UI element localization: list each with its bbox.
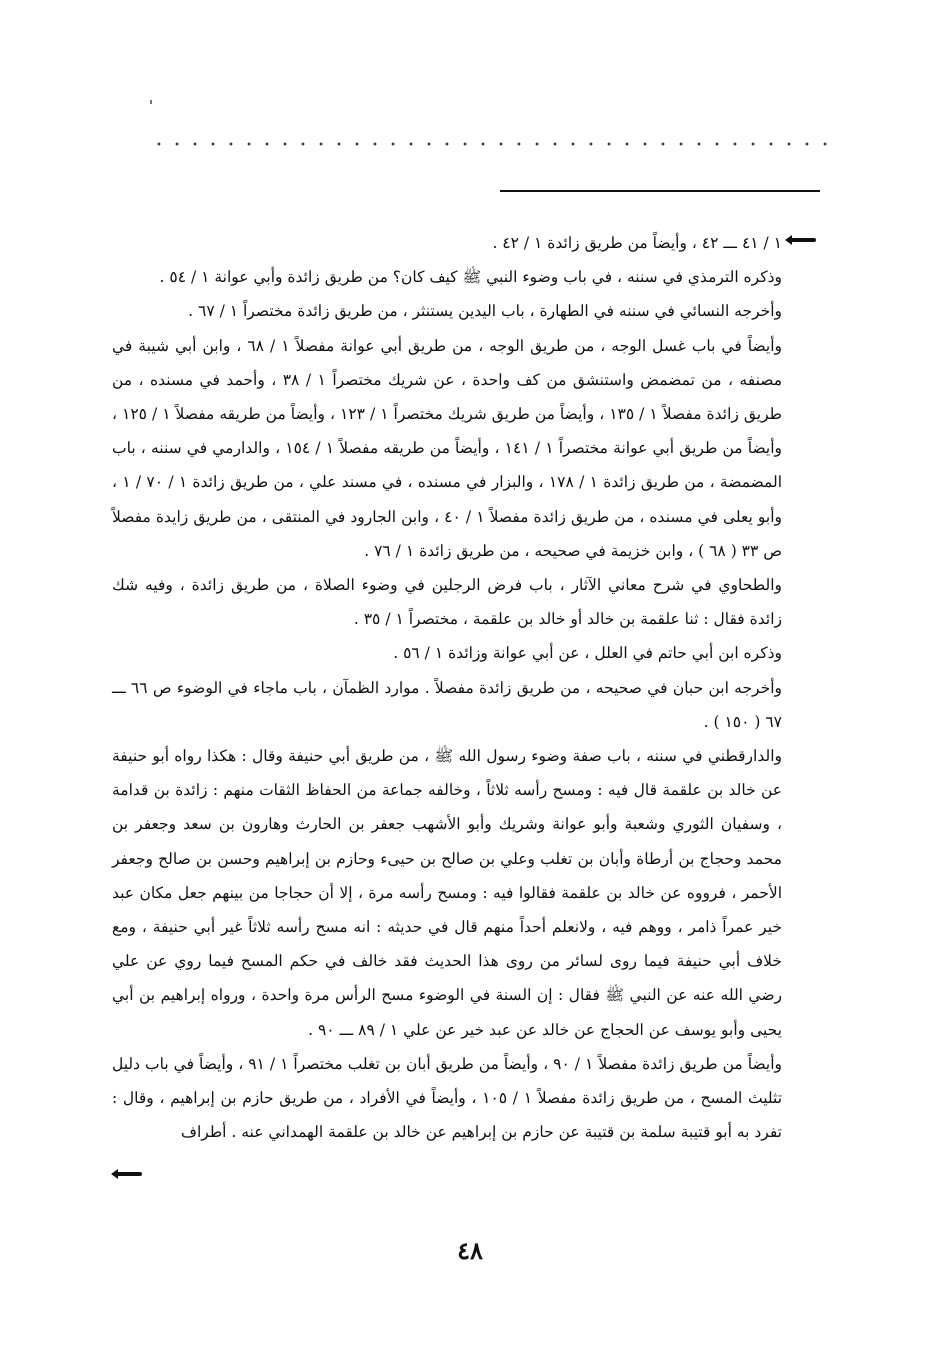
- footnote-rule: [500, 190, 820, 192]
- footnote-paragraph: وأيضاً في باب غسل الوجه ، من طريق الوجه ، من طريق أبي عوانة مفصلاً ١ / ٦٨ ، وابن أبي شيبة في مصنفه ، من تمضمض واستنشق من كف واحدة ، عن شريك مختصراً ١ / ٣٨ ، وأحمد في مسنده ، من طريق زائدة مفصلاً ١ / ١٣٥ ، وأيضاً من طريق شريك مختصراً ١ / ١٢٣ ، وأيضاً من طريقه مفصلاً ١ / ١٢٥ ، وأيضاً من طريق أبي عوانة مختصراً ١ / ١٤١ ، وأيضاً من طريقه مفصلاً ١ / ١٥٤ ، والدارمي في سننه ، باب المضمضة ، من طريق زائدة ١ / ١٧٨ ، والبزار في مسنده ، في مسند علي ، من طريق زائدة ١ / ٧٠ / ١ ، وأبو يعلى في مسنده ، من طريق زائدة مفصلاً ١ / ٤٠ ، وابن الجارود في المنتقى ، من طريق زايدة مفصلاً ص ٣٣ ( ٦٨ ) ، وابن خزيمة في صحيحه ، من طريق زائدة ١ / ٧٦ .: [112, 336, 783, 560]
- dotted-separator: [150, 140, 830, 148]
- footnote-paragraph: والطحاوي في شرح معاني الآثار ، باب فرض الرجلين في وضوء الصلاة ، من طريق زائدة ، وفيه شك زائدة فقال : ثنا علقمة بن خالد أو خالد بن علقمة ، مختصراً ١ / ٣٥ .: [112, 576, 782, 629]
- continuation-arrow-icon: [790, 238, 816, 242]
- footnote-paragraph: ١ / ٤١ ـــ ٤٢ ، وأيضاً من طريق زائدة ١ / ٤٢ .: [492, 234, 782, 252]
- page-number: ٤٨: [457, 1236, 483, 1265]
- footnote-paragraph: وأخرجه ابن حبان في صحيحه ، من طريق زائدة مفصلاً . موارد الظمآن ، باب ماجاء في الوضوء ص ٦٦ ـــ ٦٧ ( ١٥٠ ) .: [112, 678, 782, 731]
- footnote-paragraph: والدارقطني في سننه ، باب صفة وضوء رسول الله ﷺ ، من طريق أبي حنيفة وقال : هكذا رواه أبو حنيفة عن خالد بن علقمة قال فيه : ومسح رأسه ثلاثاً ، وخالفه جماعة من الحفاظ الثقات منهم : زائدة بن قدامة ، وسفيان الثوري وشعبة وأبو عوانة وشريك وأبو الأشهب جعفر بن الحارث وهارون بن سعد وجعفر بن محمد وحجاج بن أرطاة وأبان بن تغلب وعلي بن صالح بن حيىء وحازم بن إبراهيم وحسن بن صالح وجعفر الأحمر ، فرووه عن خالد بن علقمة فقالوا فيه : ومسح رأسه مرة ، إلا أن حجاجا من بينهم جعل مكان عبد خير عمراً ذامر ، ووهم فيه ، ولانعلم أحداً منهم قال في حديثه : انه مسح رأسه ثلاثاً غير أبي حنيفة ، ومع خلاف أبي حنيفة فيما روى لسائر من روى هذا الحديث فقد خالف في حكم المسح فيما روي عن علي رضي الله عنه عن النبي ﷺ فقال : إن السنة في الوضوء مسح الرأس مرة واحدة ، ورواه إبراهيم بن أبي يحيى وأبو يوسف عن الحجاج عن خالد عن عبد خير عن علي ١ / ٨٩ ـــ ٩٠ .: [112, 747, 782, 1039]
- ink-speck: [150, 100, 152, 104]
- footnote-paragraph: وأخرجه النسائي في سننه في الطهارة ، باب اليدين يستنثر ، من طريق زائدة مختصراً ١ / ٦٧ .: [188, 302, 782, 321]
- footnote-paragraph: وأيضاً من طريق زائدة مفصلاً ١ / ٩٠ ، وأيضاً من طريق أبان بن تغلب مختصراً ١ / ٩١ ، وأيضاً في باب دليل تثليث المسح ، من طريق زائدة مفصلاً ١ / ١٠٥ ، وأيضاً في الأفراد ، من طريق حازم بن إبراهيم ، وقال : تفرد به أبو قتيبة سلمة بن قتيبة عن حازم بن إبراهيم عن خالد بن علقمة الهمداني عنه . أطراف: [112, 1054, 783, 1142]
- footnote-paragraph: وذكره ابن أبي حاتم في العلل ، عن أبي عوانة وزائدة ١ / ٥٦ .: [393, 644, 782, 663]
- continuation-arrow-icon: [116, 1172, 142, 1176]
- footnote-text: [112, 226, 782, 1149]
- footnote-paragraph: وذكره الترمذي في سننه ، في باب وضوء النبي ﷺ كيف كان؟ من طريق زائدة وأبي عوانة ١ / ٥٤ .: [159, 268, 782, 287]
